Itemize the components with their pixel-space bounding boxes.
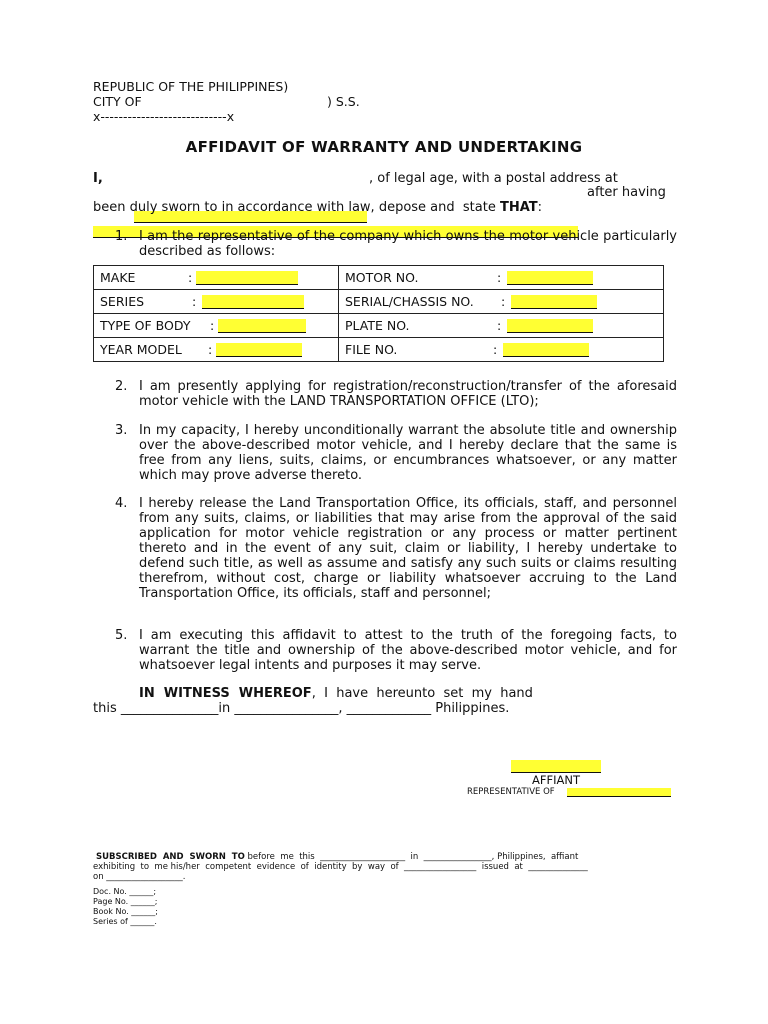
series-cell (94, 290, 339, 314)
book-no: Book No. ______; (93, 907, 158, 916)
jurat-line1-rest: before me this ____________________ in ________________, Philippines, affiant (244, 852, 579, 862)
witness-rest: , I have hereunto set my hand (311, 686, 533, 701)
affiant-signature-field[interactable] (511, 760, 601, 773)
item-number: 4. (115, 496, 128, 511)
table-row (94, 314, 664, 338)
document-title: AFFIDAVIT OF WARRANTY AND UNDERTAKING (185, 138, 583, 156)
motor-no-field[interactable] (507, 271, 593, 285)
serial-chassis-label: SERIAL/CHASSIS NO. (345, 293, 474, 309)
name-field[interactable] (134, 171, 367, 184)
plate-no-cell (339, 314, 664, 338)
intro-after-name: , of legal age, with a postal address at (369, 171, 618, 186)
series-of: Series of ______. (93, 917, 157, 926)
witness-line1 (139, 686, 677, 701)
colon: : (192, 293, 197, 309)
plate-no-field[interactable] (507, 319, 593, 333)
year-model-field[interactable] (216, 343, 302, 357)
table-row (94, 266, 664, 290)
colon: : (501, 293, 506, 309)
table-row (94, 290, 664, 314)
intro-sworn-text: been duly sworn to in accordance with law, depose and state (93, 200, 500, 215)
witness-bold: IN WITNESS WHEREOF (139, 686, 312, 701)
colon: : (208, 341, 213, 357)
table-row (94, 338, 664, 362)
serial-chassis-field[interactable] (511, 295, 597, 309)
item-text: I am executing this affidavit to attest to the truth of the foregoing facts, to warrant the title and ownership of the above-described motor vehicle, and for whatsoever legal intents and purposes it may serve. (139, 628, 677, 673)
year-model-cell (94, 338, 339, 362)
series-label: SERIES (100, 293, 145, 309)
address-field[interactable] (93, 186, 578, 199)
list-item-3 (93, 423, 677, 483)
type-of-body-cell (94, 314, 339, 338)
intro-colon: : (537, 200, 543, 215)
representative-of-field[interactable] (567, 788, 671, 797)
affiant-label: AFFIANT (532, 773, 580, 787)
header-republic: REPUBLIC OF THE PHILIPPINES) (93, 79, 289, 94)
file-no-label: FILE NO. (345, 341, 398, 357)
jurat-bold: SUBSCRIBED AND SWORN TO (96, 852, 245, 862)
page-no: Page No. ______; (93, 897, 158, 906)
intro-after-address: after having (587, 185, 666, 200)
item-number: 2. (115, 379, 128, 394)
representative-of-label: REPRESENTATIVE OF (467, 787, 555, 797)
intro-line3 (93, 200, 542, 215)
colon: : (493, 341, 498, 357)
make-cell (94, 266, 339, 290)
file-no-cell (339, 338, 664, 362)
type-of-body-label: TYPE OF BODY (100, 317, 191, 333)
list-item-1 (93, 229, 677, 259)
intro-i-label: I, (93, 171, 103, 186)
header-ss: ) S.S. (327, 94, 360, 109)
plate-no-label: PLATE NO. (345, 317, 410, 333)
make-label: MAKE (100, 269, 136, 285)
list-item-5 (93, 628, 677, 673)
year-model-label: YEAR MODEL (100, 341, 182, 357)
type-of-body-field[interactable] (218, 319, 306, 333)
serial-chassis-cell (339, 290, 664, 314)
list-item-4 (93, 496, 677, 601)
colon: : (497, 269, 502, 285)
doc-no: Doc. No. ______; (93, 887, 157, 896)
intro-that: THAT (499, 200, 538, 215)
colon: : (210, 317, 215, 333)
item-text: I hereby release the Land Transportation Office, its officials, staff, and personnel from any suits, claims, or liabilities that may arise from the approval of the said application for motor vehicle registration or any process or matter pertinent thereto and in the event of any suit, claim or liability, I hereby undertake to defend such title, as well as assume and satisfy any such suits or claims resulting therefrom, without cost, charge or liability whatsoever accruing to the Land Transportation Office, its officials, staff and personnel; (139, 496, 677, 601)
make-field[interactable] (196, 271, 298, 285)
header-x-line: x----------------------------x (93, 109, 235, 124)
colon: : (188, 269, 193, 285)
series-field[interactable] (202, 295, 304, 309)
witness-line2: this _______________in ________________, _____________ Philippines. (93, 701, 510, 716)
item-number: 1. (115, 229, 128, 244)
item-text: I am the representative of the company which owns the motor vehicle particularly described as follows: (139, 229, 677, 259)
vehicle-details-table (93, 265, 664, 362)
item-text: I am presently applying for registration/reconstruction/transfer of the aforesaid motor vehicle with the LAND TRANSPORTATION OFFICE (LTO); (139, 379, 677, 409)
list-item-2 (93, 379, 677, 409)
file-no-field[interactable] (503, 343, 589, 357)
item-number: 3. (115, 423, 128, 438)
colon: : (497, 317, 502, 333)
jurat-line2: exhibiting to me his/her competent evidence of identity by way of _________________ issued at ______________ (93, 862, 588, 872)
motor-no-cell (339, 266, 664, 290)
jurat-line3: on __________________. (93, 872, 186, 882)
item-text: In my capacity, I hereby unconditionally warrant the absolute title and ownership over the above-described motor vehicle, and I hereby declare that the same is free from any liens, suits, claims, or encumbrances whatsoever, or any matter which may prove adverse thereto. (139, 423, 677, 483)
motor-no-label: MOTOR NO. (345, 269, 419, 285)
header-city-label: CITY OF (93, 94, 142, 109)
item-number: 5. (115, 628, 128, 643)
